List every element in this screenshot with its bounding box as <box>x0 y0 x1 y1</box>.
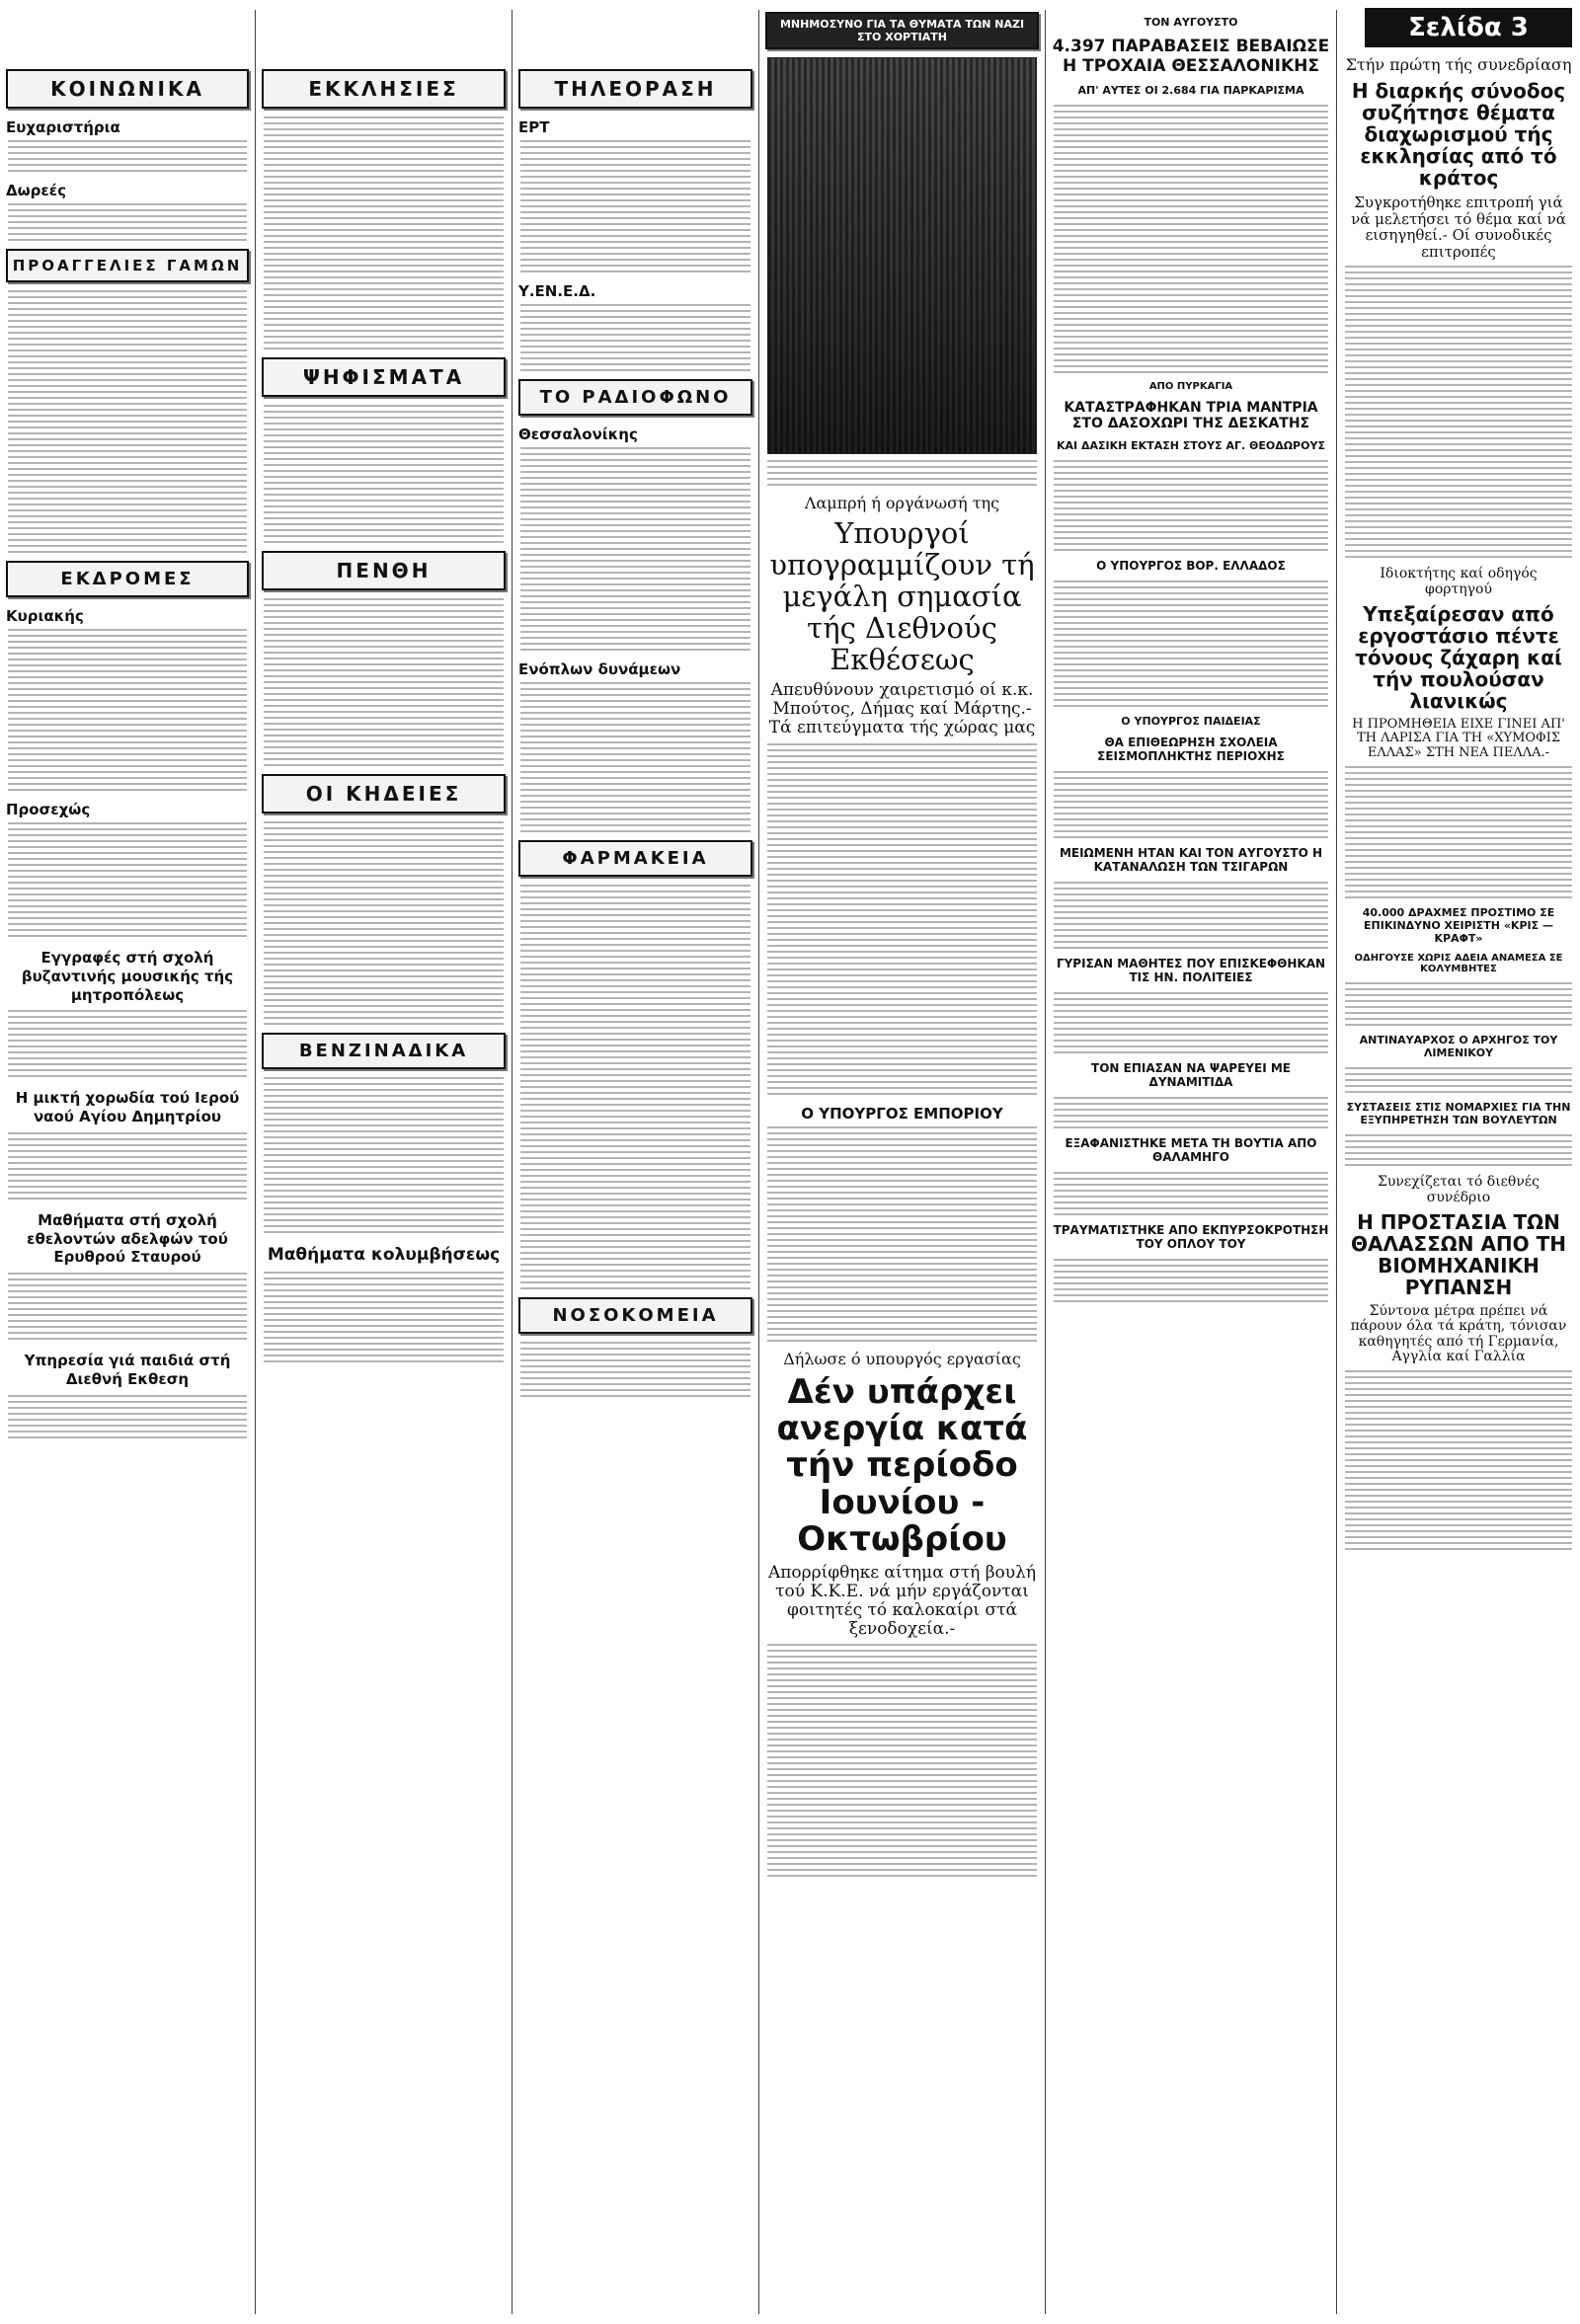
photo-caption <box>767 460 1037 486</box>
kicker-seas: Συνεχίζεται τό διεθνές συνέδριο <box>1378 1173 1540 1205</box>
text-block <box>8 290 247 553</box>
text-block <box>767 1644 1037 1877</box>
column-church <box>256 0 512 2324</box>
disappeared-headline: ΕΞΑΦΑΝΙΣΤΗΚΕ ΜΕΤΑ ΤΗ ΒΟΥΤΙΑ ΑΠΟ ΘΑΛΑΜΗΓΟ <box>1065 1136 1317 1164</box>
text-block <box>1054 581 1328 707</box>
kicker-sugar: Ιδιοκτήτης καί οδηγός φορτηγού <box>1380 566 1538 597</box>
text-block <box>1054 992 1328 1053</box>
headline-seas: Η ΠΡΟΣΤΑΣΙΑ ΤΩΝ ΘΑΛΑΣΣΩΝ ΑΠΟ ΤΗ ΒΙΟΜΗΧΑΝΙΚΗ ΡΥΠΑΝΣΗ <box>1350 1209 1567 1299</box>
column-social <box>0 0 255 2324</box>
kicker-synod: Στήν πρώτη τής συνεδρίαση <box>1345 55 1572 74</box>
text-block <box>264 821 504 1025</box>
text-block <box>1054 882 1328 949</box>
section-benzinadika: ΒΕΝΖΙΝΑΔΙΚΑ <box>262 1033 506 1069</box>
text-block <box>8 1132 247 1200</box>
section-proaggelies: ΠΡΟΑΓΓΕΛΙΕΣ ΓΑΜΩΝ <box>6 249 249 282</box>
heading-mathimata-sxoli: Μαθήματα στή σχολή εθελοντών αδελφών τού Ερυθρού Σταυρού <box>27 1210 228 1267</box>
fine-headline: 40.000 ΔΡΑΧΜΕΣ ΠΡΟΣΤΙΜΟ ΣΕ ΕΠΙΚΙΝΔΥΝΟ ΧΕΙΡΙΣΤΗ «ΚΡΙΣ — ΚΡΑΦΤ» <box>1362 905 1555 945</box>
text-block <box>8 1273 247 1340</box>
section-psifismata: ΨΗΦΙΣΜΑΤΑ <box>262 357 506 397</box>
photo-caption-header: ΜΝΗΜΟΣΥΝΟ ΓΙΑ ΤΑ ΘΥΜΑΤΑ ΤΩΝ ΝΑΖΙ ΣΤΟ ΧΟΡΤΙΑΤΗ <box>765 12 1039 49</box>
text-block <box>520 140 750 272</box>
text-block <box>1345 1067 1572 1093</box>
heading-prosexos: Προσεχώς <box>6 801 91 818</box>
traffic-sub: ΑΠ' ΑΥΤΕΣ ΟΙ 2.684 ΓΙΑ ΠΑΡΚΑΡΙΣΜΑ <box>1077 84 1304 97</box>
headline-synod: Η διαρκής σύνοδος συζήτησε θέματα διαχωρισμού τής εκκλησίας από τό κράτος <box>1351 79 1566 190</box>
heading-ministry-commerce: Ο ΥΠΟΥΡΓΟΣ ΕΜΠΟΡΙΟΥ <box>801 1104 1003 1123</box>
text-block <box>1054 1097 1328 1128</box>
text-block <box>1054 1259 1328 1302</box>
text-block <box>1345 266 1572 558</box>
fire-headline: ΚΑΤΑΣΤΡΑΦΗΚΑΝ ΤΡΙΑ ΜΑΝΤΡΙΑ ΣΤΟ ΔΑΣΟΧΩΡΙ ΤΗΣ ΔΕΣΚΑΤΗΣ <box>1064 400 1318 431</box>
heading-xorodia: Η μικτή χορωδία τού Ιερού ναού Αγίου Δημητρίου <box>15 1089 240 1125</box>
column-lead-stories <box>1337 0 1580 2324</box>
heading-kyriakis: Κυριακής <box>6 607 84 625</box>
text-block <box>1054 105 1328 373</box>
fire-kicker: ΑΠΟ ΠΥΡΚΑΓΙΑ <box>1148 381 1233 392</box>
admiral-headline: ΑΝΤΙΝΑΥΑΡΧΟΣ Ο ΑΡΧΗΓΟΣ ΤΟΥ ΛΙΜΕΝΙΚΟΥ <box>1359 1033 1558 1059</box>
text-block <box>264 1077 504 1233</box>
section-ekdromes: ΕΚΔΡΟΜΕΣ <box>6 561 249 597</box>
heading-minister-education: Ο ΥΠΟΥΡΓΟΣ ΠΑΙΔΕΙΑΣ <box>1121 715 1261 728</box>
memorial-photo <box>767 57 1037 454</box>
heading-mathimata-kolymvisis: Μαθήματα κολυμβήσεως <box>267 1245 501 1265</box>
heading-thessalonikis: Θεσσαλονίκης <box>518 426 638 443</box>
inspection-headline: ΘΑ ΕΠΙΘΕΩΡΗΣΗ ΣΧΟΛΕΙΑ ΣΕΙΣΜΟΠΛΗΚΤΗΣ ΠΕΡΙΟΧΗΣ <box>1097 736 1285 763</box>
subheadline-seas: Σύντονα μέτρα πρέπει νά πάρουν όλα τά κράτη, τόνισαν καθηγητές από τή Γερμανία, Αγγλία καί Γαλλία <box>1350 1302 1567 1365</box>
heading-eggrafes: Εγγραφές στή σχολή βυζαντινής μουσικής τής μητροπόλεως <box>21 949 234 1004</box>
students-headline: ΓΥΡΙΣΑΝ ΜΑΘΗΤΕΣ ΠΟΥ ΕΠΙΣΚΕΦΘΗΚΑΝ ΤΙΣ ΗΝ. ΠΟΛΙΤΕΙΕΣ <box>1056 957 1326 984</box>
traffic-kicker: ΤΟΝ ΑΥΓΟΥΣΤΟ <box>1144 16 1238 29</box>
heading-doreai: Δωρεές <box>6 182 66 199</box>
heading-ypiresia: Υπηρεσία γιά παιδιά στή Διεθνή Εκθεση <box>24 1352 231 1388</box>
text-block <box>520 682 750 832</box>
text-block <box>1054 460 1328 551</box>
section-kideies: ΟΙ ΚΗΔΕΙΕΣ <box>262 774 506 813</box>
text-block <box>8 629 247 791</box>
headline-sugar: Υπεξαίρεσαν από εργοστάσιο πέντε τόνους ζάχαρη καί τήν πουλούσαν λιανικώς <box>1355 602 1562 713</box>
text-block <box>1054 771 1328 838</box>
text-block <box>1345 1134 1572 1166</box>
subheadline-sugar: Η ΠΡΟΜΗΘΕΙΑ ΕΙΧΕ ΓΙΝΕΙ ΑΠ' ΤΗ ΛΑΡΙΣΑ ΓΙΑ ΤΗ «ΧΥΜΟΦΙΣ ΕΛΛΑΣ» ΣΤΗ ΝΕΑ ΠΕΛΛΑ.- <box>1352 717 1565 760</box>
heading-yened: Υ.ΕΝ.Ε.Δ. <box>518 282 596 300</box>
section-nosokomeia: ΝΟΣΟΚΟΜΕΙΑ <box>518 1297 752 1334</box>
heading-enoplon: Ενόπλων δυνάμεων <box>518 660 681 678</box>
text-block <box>264 598 504 766</box>
section-farmakeia: ΦΑΡΜΑΚΕΙΑ <box>518 840 752 877</box>
cigarettes-headline: ΜΕΙΩΜΕΝΗ ΗΤΑΝ ΚΑΙ ΤΟΝ ΑΥΓΟΥΣΤΟ Η ΚΑΤΑΝΑΛΩΣΗ ΤΩΝ ΤΣΙΓΑΡΩΝ <box>1059 846 1323 874</box>
subheadline-synod: Συγκροτήθηκε επιτροπή γιά νά μελετήσει τό θέμα καί νά εισηγηθεί.- Οί συνοδικές επιτροπές <box>1351 194 1566 261</box>
section-koinonika: ΚΟΙΝΩΝΙΚΑ <box>6 69 249 109</box>
dynamite-headline: ΤΟΝ ΕΠΙΑΣΑΝ ΝΑ ΨΑΡΕΥΕΙ ΜΕ ΔΥΝΑΜΙΤΙΔΑ <box>1091 1061 1291 1089</box>
headline-labor: Δέν υπάρχει ανεργία κατά τήν περίοδο Ιουνίου - Οκτωβρίου <box>776 1371 1028 1560</box>
text-block <box>1345 766 1572 898</box>
text-block <box>264 405 504 543</box>
text-block <box>520 1342 750 1397</box>
page-label: Σελίδα 3 <box>1365 8 1572 47</box>
headline-exhibition: Υπουργοί υπογραμμίζουν τή μεγάλη σημασία τής Διεθνούς Εκθέσεως <box>769 516 1035 676</box>
heading-ert: ΕΡΤ <box>518 118 550 136</box>
text-block <box>767 743 1037 1095</box>
fire-sub: ΚΑΙ ΔΑΣΙΚΗ ΕΚΤΑΣΗ ΣΤΟΥΣ ΑΓ. ΘΕΟΔΩΡΟΥΣ <box>1057 439 1325 452</box>
injured-headline: ΤΡΑΥΜΑΤΙΣΤΗΚΕ ΑΠΟ ΕΚΠΥΡΣΟΚΡΟΤΗΣΗ ΤΟΥ ΟΠΛΟΥ ΤΟΥ <box>1053 1223 1329 1251</box>
section-tileorasi: ΤΗΛΕΟΡΑΣΗ <box>518 69 752 109</box>
text-block <box>520 885 750 1289</box>
text-block <box>1345 1370 1572 1550</box>
text-block <box>8 1395 247 1438</box>
subheadline-exhibition: Απευθύνουν χαιρετισμό οί κ.κ. Μπούτος, Δήμας καί Μάρτης.- Τά επιτεύγματα τής χώρας μας <box>768 680 1036 737</box>
traffic-headline: 4.397 ΠΑΡΑΒΑΣΕΙΣ ΒΕΒΑΙΩΣΕ Η ΤΡΟΧΑΙΑ ΘΕΣΣΑΛΟΝΙΚΗΣ <box>1052 37 1330 76</box>
text-block <box>8 203 247 241</box>
subheadline-labor: Απορρίφθηκε αίτημα στή βουλή τού Κ.Κ.Ε. νά μήν εργάζονται φοιτητές τό καλοκαίρι στά ξενοδοχεία.- <box>767 1563 1037 1639</box>
text-block <box>1054 1172 1328 1215</box>
column-main-stories <box>759 0 1045 2324</box>
kicker-labor: Δήλωσε ό υπουργός εργασίας <box>783 1349 1021 1368</box>
section-ekklisies: ΕΚΚΛΗΣΙΕΣ <box>262 69 506 109</box>
text-block <box>8 1010 247 1077</box>
text-block <box>8 822 247 937</box>
text-block <box>520 304 750 371</box>
column-news-briefs <box>1046 0 1336 2324</box>
text-block <box>8 140 247 172</box>
section-penthi: ΠΕΝΘΗ <box>262 551 506 590</box>
section-radiofono: ΤΟ ΡΑΔΙΟΦΩΝΟ <box>518 379 752 416</box>
text-block <box>767 1126 1037 1342</box>
fine-sub: ΟΔΗΓΟΥΣΕ ΧΩΡΙΣ ΑΔΕΙΑ ΑΝΑΜΕΣΑ ΣΕ ΚΟΛΥΜΒΗΤΕΣ <box>1354 952 1563 974</box>
kicker-exhibition: Λαμπρή ή οργάνωσή της <box>804 494 1000 512</box>
heading-minister-north: Ο ΥΠΟΥΡΓΟΣ ΒΟΡ. ΕΛΛΑΔΟΣ <box>1096 559 1286 573</box>
text-block <box>264 1272 504 1362</box>
text-block <box>1345 982 1572 1026</box>
text-block <box>520 447 750 651</box>
text-block <box>264 116 504 349</box>
column-broadcast <box>513 0 758 2324</box>
prefectures-headline: ΣΥΣΤΑΣΕΙΣ ΣΤΙΣ ΝΟΜΑΡΧΙΕΣ ΓΙΑ ΤΗΝ ΕΞΥΠΗΡΕΤΗΣΗ ΤΩΝ ΒΟΥΛΕΥΤΩΝ <box>1346 1100 1571 1126</box>
heading-euxaristeria: Ευχαριστήρια <box>6 118 120 136</box>
